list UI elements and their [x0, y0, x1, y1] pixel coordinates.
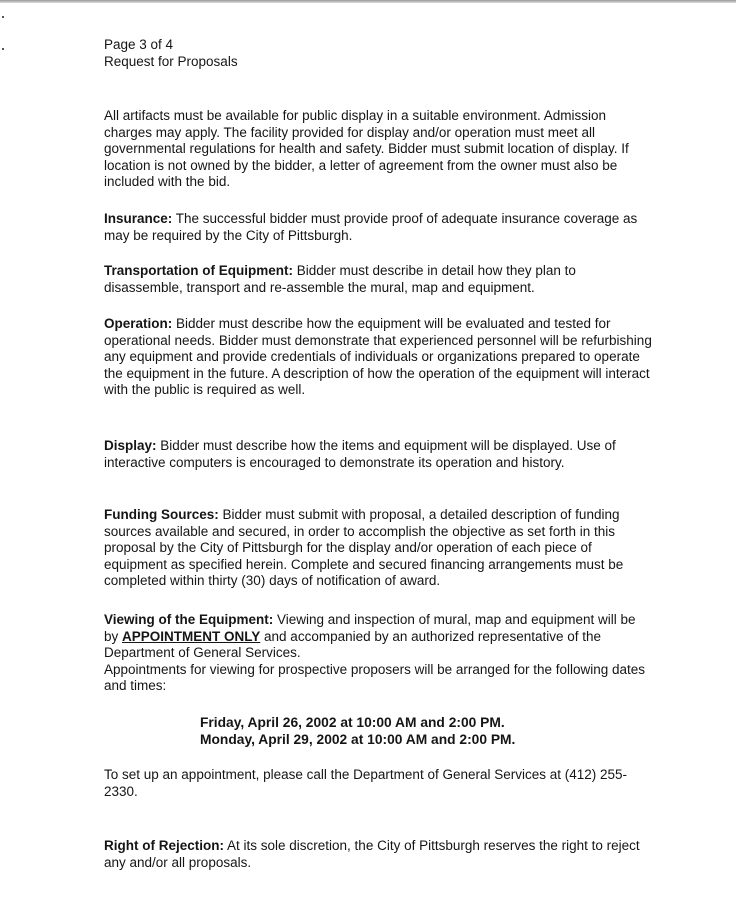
- funding-heading: Funding Sources:: [104, 507, 219, 522]
- display-section: [104, 438, 652, 471]
- funding-section: [104, 507, 652, 590]
- display-heading: Display:: [104, 438, 157, 453]
- viewing-text: Viewing and inspection of mural, map and equipment will be by: [104, 612, 636, 644]
- insurance-section: [104, 211, 652, 244]
- operation-heading: Operation:: [104, 316, 173, 331]
- operation-section: [104, 316, 652, 399]
- viewing-heading: Viewing of the Equipment:: [104, 612, 274, 627]
- page-number: Page 3 of 4: [104, 37, 174, 52]
- funding-text: Bidder must submit with proposal, a detailed description of funding sources available and secured, in order to accomplish the objective as set forth in this proposal by the City of Pittsburgh for the display and/or operation of each piece of equipment as specified herein. Complete and secured financing arrangements must be completed within thirty (30) days of notification of award.: [104, 507, 624, 588]
- rejection-section: [104, 838, 652, 871]
- viewing-text-end: and accompanied by an authorized representative of the Department of General Services.: [104, 628, 602, 660]
- intro-paragraph: All artifacts must be available for public display in a suitable environment. Admission charges may apply. The facility provided for display and/or operation must meet all governmental regulations for health and safety. Bidder must submit location of display. If location is not owned by the bidder, a letter of agreement from the owner must also be included with the bid.: [104, 108, 629, 189]
- viewing-date: Friday, April 26, 2002 at 10:00 AM and 2:00 PM.: [200, 715, 505, 730]
- transportation-heading: Transportation of Equipment:: [104, 263, 293, 278]
- viewing-date: Monday, April 29, 2002 at 10:00 AM and 2:00 PM.: [200, 732, 516, 747]
- document-title: Request for Proposals: [104, 54, 238, 69]
- appointments-text: Appointments for viewing for prospective proposers will be arranged for the following dates and times:: [104, 661, 646, 693]
- scan-speck: [2, 48, 4, 50]
- scan-edge: [0, 0, 736, 3]
- scan-speck: [2, 16, 4, 18]
- appointment-only-emphasis: APPOINTMENT ONLY: [122, 628, 261, 644]
- display-text: Bidder must describe how the items and equipment will be displayed. Use of interactive computers is encouraged to demonstrate its operation and history.: [104, 438, 616, 470]
- insurance-text: The successful bidder must provide proof of adequate insurance coverage as may be required by the City of Pittsburgh.: [104, 211, 638, 243]
- viewing-section: [104, 612, 652, 695]
- contact-paragraph: To set up an appointment, please call the Department of General Services at (412) 255-2330.: [104, 767, 628, 799]
- insurance-heading: Insurance:: [104, 211, 173, 226]
- rejection-heading: Right of Rejection:: [104, 838, 224, 853]
- operation-text: Bidder must describe how the equipment will be evaluated and tested for operational needs. Bidder must demonstrate that experienced personnel will be refurbishing any equipment and provide credentials of individuals or organizations prepared to operate the equipment in the future. A description of how the operation of the equipment will interact with the public is required as well.: [104, 316, 652, 397]
- transportation-section: [104, 263, 652, 296]
- page-header: [104, 36, 238, 70]
- viewing-dates: [200, 714, 515, 748]
- rejection-text: At its sole discretion, the City of Pittsburgh reserves the right to reject any and/or all proposals.: [104, 838, 640, 870]
- transportation-text: Bidder must describe in detail how they plan to disassemble, transport and re-assemble the mural, map and equipment.: [104, 263, 576, 295]
